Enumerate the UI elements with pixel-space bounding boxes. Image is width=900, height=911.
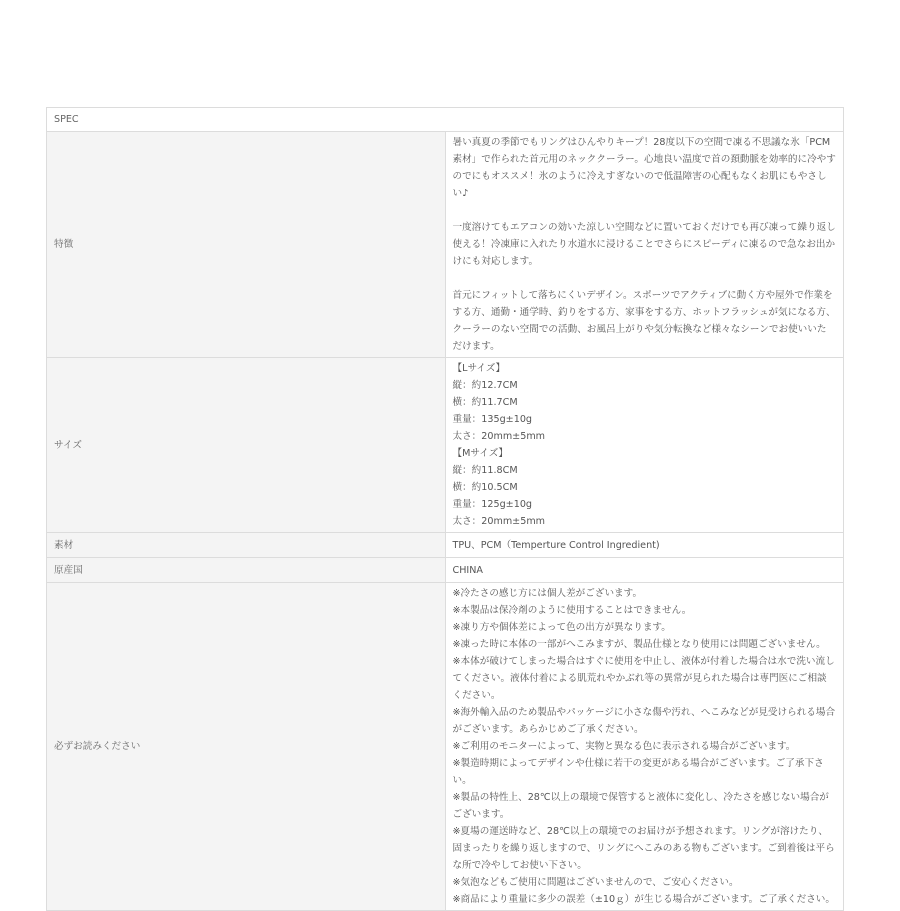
note-line: ※冷たさの感じ方には個人差がございます。 — [452, 588, 643, 599]
material-value: TPU、PCM（Temperture Control Ingredient) — [445, 533, 844, 558]
spec-table — [46, 107, 844, 911]
origin-label: 原産国 — [47, 558, 446, 583]
features-paragraph-1: 暑い真夏の季節でもリングはひんやりキープ！28度以下の空間で凍る不思議な氷「PCM素材」で作られた首元用のネッククーラー。心地良い温度で首の頚動脈を効率的に冷やすのでにもオススメ！氷のように冷えすぎないので低温障害の心配もなくお肌にもやさしい♪ — [452, 137, 836, 199]
size-row — [47, 358, 844, 533]
size-label: サイズ — [47, 358, 446, 533]
note-line: ※製品の特性上、28℃以上の環境で保管すると液体に変化し、冷たさを感じない場合がございます。 — [452, 792, 829, 820]
spec-header: SPEC — [47, 108, 844, 132]
features-value — [445, 132, 844, 358]
note-line: ※気泡などもご使用に問題はございませんので、ご安心ください。 — [452, 877, 739, 888]
features-row — [47, 132, 844, 358]
note-line: ※製造時期によってデザインや仕様に若干の変更がある場合がございます。ご了承下さい。 — [452, 758, 824, 786]
size-line: 太さ：20mm±5mm — [452, 431, 546, 442]
size-line: 横：約11.7CM — [452, 397, 518, 408]
features-paragraph-3: 首元にフィットして落ちにくいデザイン。スポーツでアクティブに動く方や屋外で作業をする方、通勤・通学時、釣りをする方、家事をする方、ホットフラッシュが気になる方、クーラーのない空間での活動、お風呂上がりや気分転換など様々なシーンでお使いいただけます。 — [452, 290, 836, 352]
note-line: ※海外輸入品のため製品やパッケージに小さな傷や汚れ、へこみなどが見受けられる場合がございます。あらかじめご了承ください。 — [452, 707, 836, 735]
notes-value — [445, 583, 844, 911]
material-row — [47, 533, 844, 558]
size-line: 【Mサイズ】 — [452, 448, 508, 459]
origin-value: CHINA — [445, 558, 844, 583]
size-line: 太さ：20mm±5mm — [452, 516, 546, 527]
size-line: 縦：約12.7CM — [452, 380, 518, 391]
features-paragraph-2: 一度溶けてもエアコンの効いた涼しい空間などに置いておくだけでも再び凍って繰り返し使える！冷凍庫に入れたり水道水に浸けることでさらにスピーディに凍るので急なお出かけにも対応します。 — [452, 222, 836, 267]
size-line: 重量：125g±10g — [452, 499, 533, 510]
note-line: ※本体が破けてしまった場合はすぐに使用を中止し、液体が付着した場合は水で洗い流してください。液体付着による肌荒れやかぶれ等の異常が見られた場合は専門医にご相談ください。 — [452, 656, 835, 701]
note-line: ※夏場の運送時など、28℃以上の環境でのお届けが予想されます。リングが溶けたり、固まったりを繰り返しますので、リングにへこみのある物もございます。ご到着後は平らな所で冷やしてお使い下さい。 — [452, 826, 835, 871]
size-line: 【Lサイズ】 — [452, 363, 506, 374]
notes-row — [47, 583, 844, 911]
features-label: 特徴 — [47, 132, 446, 358]
material-label: 素材 — [47, 533, 446, 558]
spec-header-row — [47, 108, 844, 132]
size-line: 横：約10.5CM — [452, 482, 518, 493]
origin-row — [47, 558, 844, 583]
note-line: ※商品により重量に多少の誤差（±10ｇ）が生じる場合がございます。ご了承ください。 — [452, 894, 835, 905]
size-line: 重量：135g±10g — [452, 414, 533, 425]
note-line: ※本製品は保冷剤のように使用することはできません。 — [452, 605, 692, 616]
note-line: ※ご利用のモニターによって、実物と異なる色に表示される場合がございます。 — [452, 741, 796, 752]
notes-label: 必ずお読みください — [47, 583, 446, 911]
note-line: ※凍り方や個体差によって色の出方が異なります。 — [452, 622, 671, 633]
size-line: 縦：約11.8CM — [452, 465, 518, 476]
size-value — [445, 358, 844, 533]
note-line: ※凍った時に本体の一部がへこみますが、製品仕様となり使用には問題ございません。 — [452, 639, 826, 650]
